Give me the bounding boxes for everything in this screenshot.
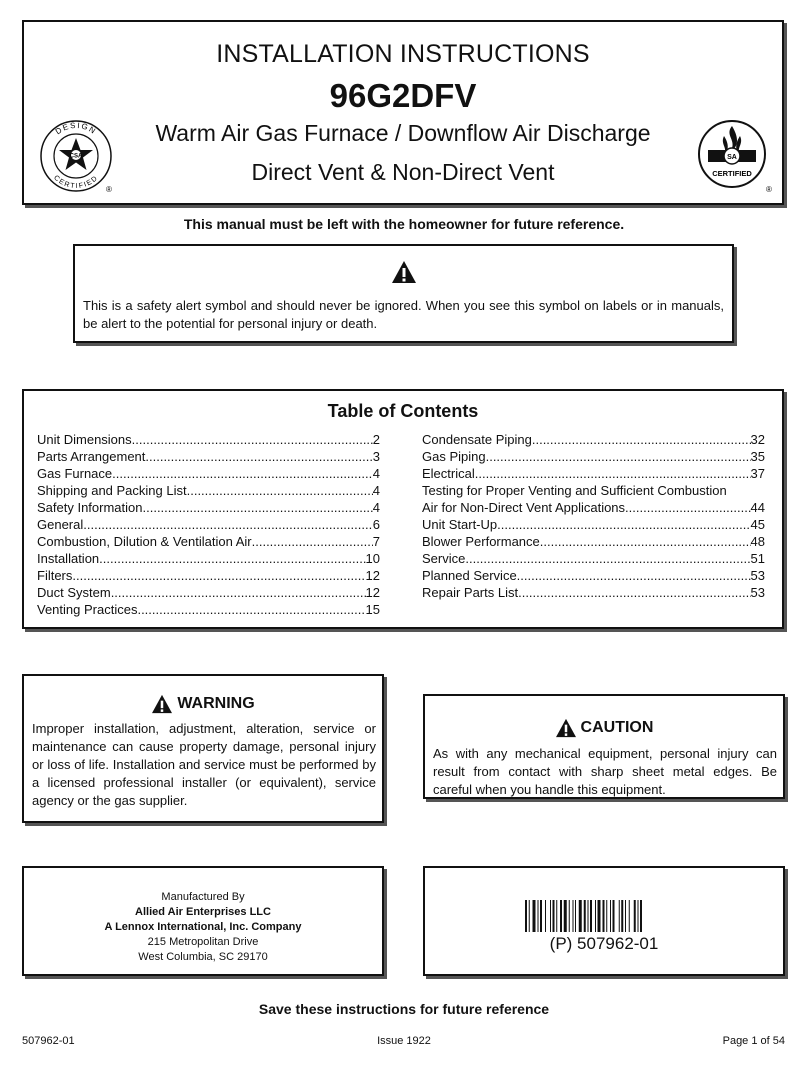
toc-entry[interactable] [37,550,380,567]
toc-entry-label: Blower Performance [422,534,540,549]
footer-page-number: Page 1 of 54 [722,1035,785,1047]
toc-entry-label: Unit Start-Up [422,517,498,532]
registered-mark: ® [106,185,112,194]
toc-entry-label: Condensate Piping [422,432,532,447]
toc-entry-label: Electrical [422,466,475,481]
toc-entry[interactable] [422,533,765,550]
model-number: 96G2DFV [329,77,477,114]
toc-entry-label: Shipping and Packing List [37,483,187,498]
toc-entry-label: Air for Non-Direct Vent Applications [422,500,626,515]
product-description: Warm Air Gas Furnace / Downflow Air Discharge [155,120,651,146]
toc-entry-page: 4 [372,483,380,498]
toc-entry-page: 6 [372,517,380,532]
toc-entry-page: 44 [750,500,765,515]
barcode-icon [525,900,687,932]
toc-entry[interactable] [37,448,380,465]
warning-triangle-icon [391,260,417,284]
toc-left-column [37,431,380,618]
toc-entry-label: Service [422,551,466,566]
toc-entry-label: Planned Service [422,568,517,583]
toc-entry-label: Combustion, Dilution & Ventilation Air [37,534,252,549]
toc-entry-label: Unit Dimensions [37,432,132,447]
toc-entry-page: 35 [750,449,765,464]
toc-entry[interactable] [37,431,380,448]
toc-entry[interactable] [422,567,765,584]
warning-triangle-icon [555,718,577,738]
warning-box [22,674,384,823]
toc-entry[interactable] [422,516,765,533]
parent-company: A Lennox International, Inc. Company [104,921,302,933]
svg-text:CSA: CSA [69,153,83,160]
toc-entry-page: 48 [750,534,765,549]
caution-box [423,694,785,799]
toc-entry[interactable] [37,482,380,499]
toc-entry-label: Installation [37,551,100,566]
save-instructions-note: Save these instructions for future reference [258,1001,550,1017]
logo-bottom-text: CERTIFIED [52,174,100,191]
safety-alert-box [73,244,734,343]
caution-title: CAUTION [580,719,654,736]
toc-entry-page: 45 [750,517,765,532]
table-of-contents [22,389,784,629]
design-certified-logo [38,118,114,194]
toc-entry[interactable] [37,465,380,482]
toc-entry-page: 51 [750,551,765,566]
caution-heading [425,718,783,738]
toc-entry[interactable] [422,465,765,482]
toc-right-column [422,431,765,601]
footer-issue: Issue 1922 [377,1035,431,1047]
street-address: 215 Metropolitan Drive [147,936,259,948]
toc-entry[interactable] [37,533,380,550]
manufacturer-box [22,866,384,976]
toc-entry[interactable] [37,499,380,516]
toc-entry-label: Parts Arrangement [37,449,146,464]
barcode-box [423,866,785,976]
warning-text: Improper installation, adjustment, alteration, service or maintenance can cause property damage, personal injury or loss of life. Installation and service must be performed by a licensed professional installer (or equivalent), service agency or the gas supplier. [32,721,376,808]
svg-text:CERTIFIED [52,174,100,190]
toc-entry-continued[interactable] [422,482,765,499]
safety-alert-text: This is a safety alert symbol and should never be ignored. When you see this symbol on labels or in manuals, be alert to the potential for personal injury or death. [83,298,724,331]
toc-entry-page: 3 [372,449,380,464]
warning-title: WARNING [177,695,255,712]
toc-entry-label: Repair Parts List [422,585,519,600]
toc-entry-page: 37 [750,466,765,481]
homeowner-note: This manual must be left with the homeowner for future reference. [183,216,625,232]
toc-entry-page: 7 [372,534,380,549]
warning-triangle-icon [151,694,173,714]
toc-entry-page: 10 [365,551,380,566]
registered-mark: ® [766,185,772,194]
toc-entry-label: Filters [37,568,73,583]
footer-document-number: 507962-01 [22,1035,75,1047]
toc-entry[interactable] [37,567,380,584]
toc-entry-label: Venting Practices [37,602,138,617]
toc-entry-label: Gas Furnace [37,466,113,481]
part-number: (P) 507962-01 [549,934,659,953]
city-state-zip: West Columbia, SC 29170 [138,951,268,963]
logo-band-text: CERTIFIED [712,169,752,178]
toc-entry-page: 53 [750,585,765,600]
caution-text: As with any mechanical equipment, personal injury can result from contact with sharp sheet metal edges. Be careful when you handle this equipment. [433,746,777,797]
document-type-title: INSTALLATION INSTRUCTIONS [216,40,590,68]
toc-entry[interactable] [422,550,765,567]
toc-entry-label: Testing for Proper Venting and Sufficient Combustion [422,483,727,498]
toc-entry-label: Safety Information [37,500,143,515]
toc-entry-page: 12 [365,568,380,583]
toc-entry-page: 4 [372,466,380,481]
toc-entry-page: 4 [372,500,380,515]
toc-title: Table of Contents [327,401,479,421]
toc-entry[interactable] [37,601,380,618]
toc-entry[interactable] [37,516,380,533]
toc-entry-label: Gas Piping [422,449,486,464]
toc-entry-label: Duct System [37,585,111,600]
toc-entry-page: 15 [365,602,380,617]
csa-certified-logo [694,118,776,194]
warning-heading [24,694,382,714]
toc-entry-page: 2 [372,432,380,447]
toc-entry-page: 53 [750,568,765,583]
toc-entry-page: 32 [750,432,765,447]
logo-top-text: DESIGN [53,120,99,137]
toc-entry[interactable] [422,584,765,601]
manufactured-by-label: Manufactured By [161,891,245,903]
toc-entry-page: 12 [365,585,380,600]
title-block [22,20,784,205]
toc-entry-label: General [37,517,84,532]
company-name: Allied Air Enterprises LLC [135,906,271,918]
svg-text:SA: SA [727,154,737,161]
vent-type: Direct Vent & Non-Direct Vent [251,159,555,185]
toc-entry[interactable] [422,448,765,465]
toc-entry[interactable] [37,584,380,601]
toc-entry[interactable] [422,431,765,448]
toc-entry[interactable] [422,499,765,516]
